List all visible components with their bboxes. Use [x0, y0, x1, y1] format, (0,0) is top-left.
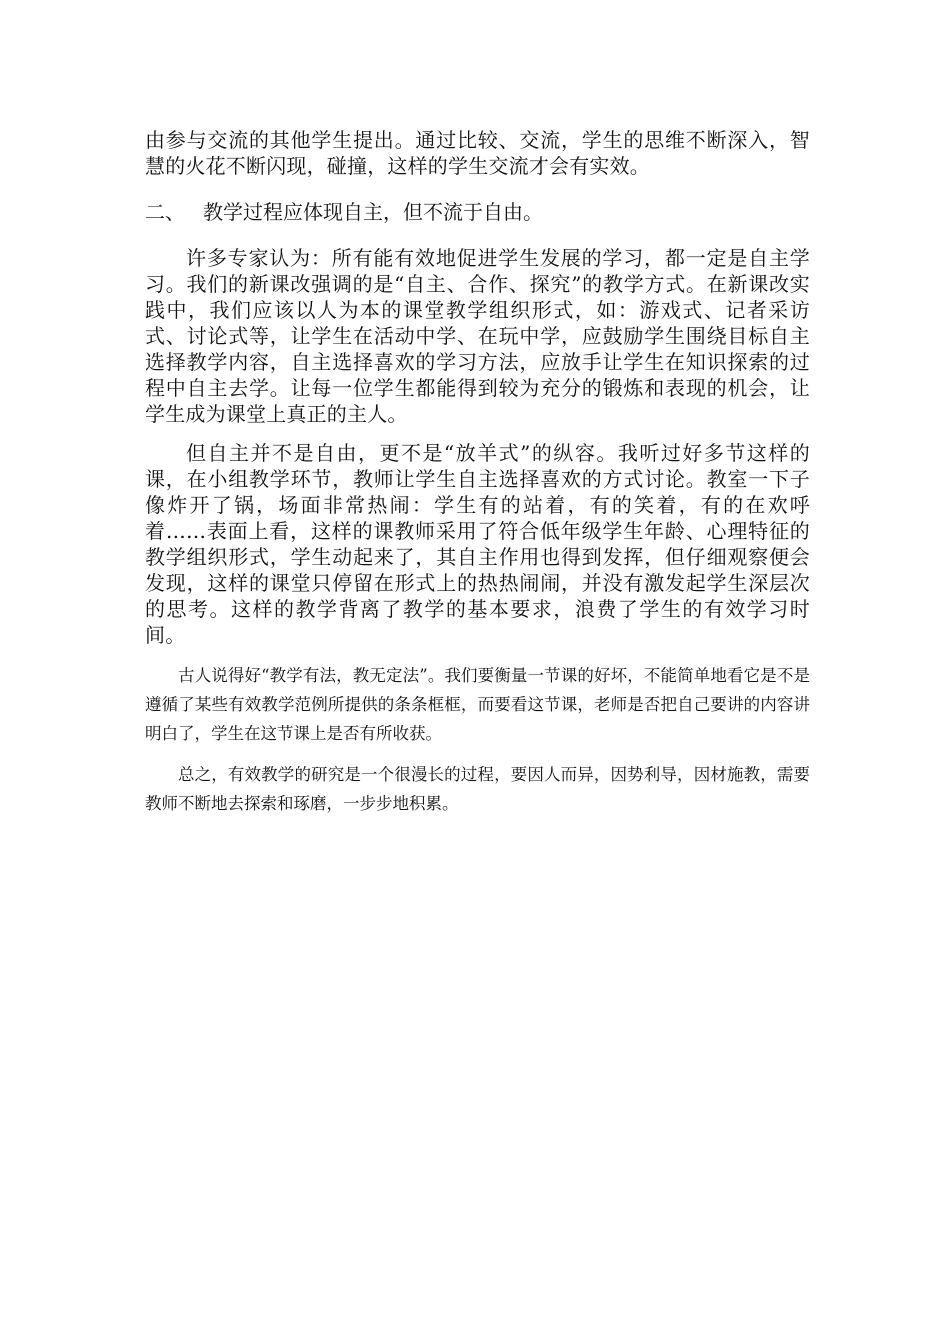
section-heading: [145, 199, 810, 225]
section-heading-text: 教学过程应体现自主，但不流于自由。: [203, 200, 543, 224]
section-heading-number: 二、: [145, 200, 185, 224]
continuation-paragraph: 由参与交流的其他学生提出。通过比较、交流，学生的思维不断深入，智慧的火花不断闪现，碰撞，这样的学生交流才会有实效。: [145, 128, 810, 178]
paragraph-1: 许多专家认为：所有能有效地促进学生发展的学习，都一定是自主学习。我们的新课改强调的是“自主、合作、探究”的教学方式。在新课改实践中，我们应该以人为本的课堂教学组织形式，如：游戏式、记者采访式、讨论式等，让学生在活动中学、在玩中学，应鼓励学生围绕目标自主选择教学内容，自主选择喜欢的学习方法，应放手让学生在知识探索的过程中自主去学。让每一位学生都能得到较为充分的锻炼和表现的机会，让学生成为课堂上真正的主人。: [145, 246, 810, 426]
paragraph-3: 古人说得好“教学有法，教无定法”。我们要衡量一节课的好坏，不能简单地看它是不是遵循了某些有效教学范例所提供的条条框框，而要看这节课，老师是否把自己要讲的内容讲明白了，学生在这节课上是否有所收获。: [145, 666, 810, 743]
paragraph-2: 但自主并不是自由，更不是“放羊式”的纵容。我听过好多节这样的课，在小组教学环节，教师让学生自主选择喜欢的方式讨论。教室一下子像炸开了锅，场面非常热闹：学生有的站着，有的笑着，有的在欢呼着……表面上看，这样的课教师采用了符合低年级学生年龄、心理特征的教学组织形式，学生动起来了，其自主作用也得到发挥，但仔细观察便会发现，这样的课堂只停留在形式上的热热闹闹，并没有激发起学生深层次的思考。这样的教学背离了教学的基本要求，浪费了学生的有效学习时间。: [145, 441, 810, 647]
paragraph-4: 总之，有效教学的研究是一个很漫长的过程，要因人而异，因势利导，因材施教，需要教师不断地去探索和琢磨，一步步地积累。: [145, 765, 810, 813]
